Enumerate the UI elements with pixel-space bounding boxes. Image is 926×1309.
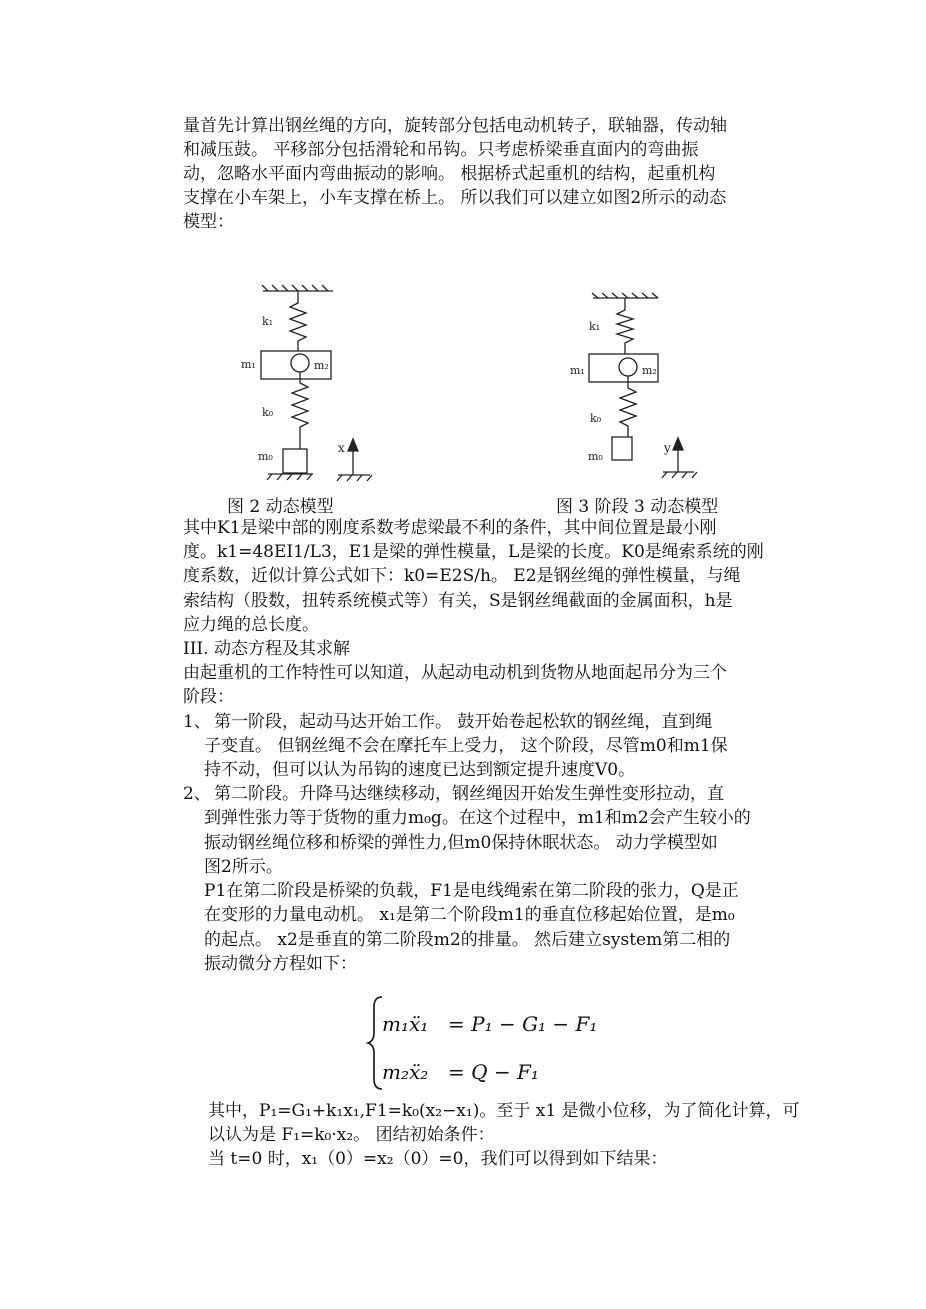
text-line: 其中，P₁=G₁+k₁x₁,F1=k₀(x₂−x₁)。至于 x1 是微小位移，为了简化计算，可 [208,1101,800,1121]
label-m0: m₀ [588,450,603,463]
label-k1: k₁ [262,315,274,328]
list-item-text: 图2所示。 [204,857,283,877]
list-item-text: 的起点。 x2是垂直的第二阶段m2的排量。 然后建立system第二相的 [204,930,731,950]
text-line: 模型： [183,212,234,232]
text-line: 当 t=0 时，x₁（0）=x₂（0）=0，我们可以得到如下结果： [208,1149,668,1169]
list-item-text: P1在第二阶段是桥梁的负载，F1是电线绳索在第二阶段的张力，Q是正 [204,881,739,901]
label-axis-x: x [338,441,345,455]
label-m2: m₂ [314,359,329,372]
label-k0: k₀ [590,412,602,425]
list-item-marker: 1、 [183,712,211,732]
label-m1: m₁ [570,364,585,377]
list-item-text: 在变形的力量电动机。 x₁是第二个阶段m1的垂直位移起始位置，是m₀ [204,905,735,925]
label-axis-y: y [664,441,671,455]
list-item-text: 第二阶段。升降马达继续移动，钢丝绳因开始发生弹性变形拉动，直 [214,784,724,804]
label-k0: k₀ [262,406,274,419]
text-line: 阶段： [183,687,234,707]
label-m0: m₀ [258,450,273,463]
label-k1: k₁ [589,320,601,333]
figure-2-caption: 图 2 动态模型 [227,497,334,517]
list-item-text: 持不动，但可以认为吊钩的速度已达到额定提升速度V0。 [204,760,636,780]
text-line: 动，忽略水平面内弯曲振动的影响。 根据桥式起重机的结构，起重机构 [183,164,716,184]
list-item-text: 第一阶段，起动马达开始工作。 鼓开始卷起松软的钢丝绳，直到绳 [214,712,713,732]
text-line: 以认为是 F₁=k₀·x₂。 团结初始条件： [208,1125,495,1145]
text-line: 支撑在小车架上，小车支撑在桥上。 所以我们可以建立如图2所示的动态 [183,188,727,208]
text-line: 由起重机的工作特性可以知道，从起动电动机到货物从地面起吊分为三个 [183,663,727,683]
list-item-text: 到弹性张力等于货物的重力m₀g。在这个过程中，m1和m2会产生较小的 [204,808,751,828]
eq1-rhs: = P₁ − G₁ − F₁ [448,1012,598,1036]
pulley-m2 [619,358,637,376]
label-m1: m₁ [241,358,256,371]
text-line: 度系数，近似计算公式如下：k0=E2S/h。 E2是钢丝绳的弹性模量，与绳 [183,566,741,586]
text-line: 其中K1是梁中部的刚度系数考虑梁最不利的条件，其中间位置是最小刚 [183,518,717,538]
pulley-m2 [291,354,309,372]
list-item-text: 振动钢丝绳位移和桥梁的弹性力,但m0保持休眠状态。 动力学模型如 [204,833,718,853]
text-line: 度。k1=48EI1/L3，E1是梁的弹性模量，L是梁的长度。K0是绳索系统的刚 [183,542,764,562]
spring-k1 [617,298,633,354]
figure-3-stage3-model [568,292,698,482]
text-line: 和减压鼓。 平移部分包括滑轮和吊钩。只考虑桥梁垂直面内的弯曲振 [183,140,699,160]
section-heading: III. 动态方程及其求解 [183,639,350,659]
text-line: 量首先计算出钢丝绳的方向，旋转部分包括电动机转子，联轴器，传动轴 [183,116,727,136]
text-line: 索结构（股数，扭转系统模式等）有关，S是钢丝绳截面的金属面积，h是 [183,591,733,611]
spring-k0 [620,376,636,437]
eq2-lhs: m₂ẍ₂ [382,1060,429,1084]
spring-k1 [290,291,306,351]
text-line: 应力绳的总长度。 [183,615,319,635]
figure-3-caption: 图 3 阶段 3 动态模型 [556,497,719,517]
spring-k0 [292,372,308,449]
figure-2-dynamic-model [238,283,378,483]
eq2-rhs: = Q − F₁ [448,1060,539,1084]
mass-m0-box [283,449,307,473]
list-item-text: 子变直。 但钢丝绳不会在摩托车上受力， 这个阶段，尽管m0和m1保 [204,736,728,756]
list-item-text: 振动微分方程如下： [204,954,357,974]
eq1-lhs: m₁ẍ₁ [382,1012,429,1036]
mass-m0-box [612,437,632,460]
left-brace [368,997,382,1089]
list-item-marker: 2、 [183,784,211,804]
label-m2: m₂ [642,364,657,377]
equation-system [368,993,598,1093]
